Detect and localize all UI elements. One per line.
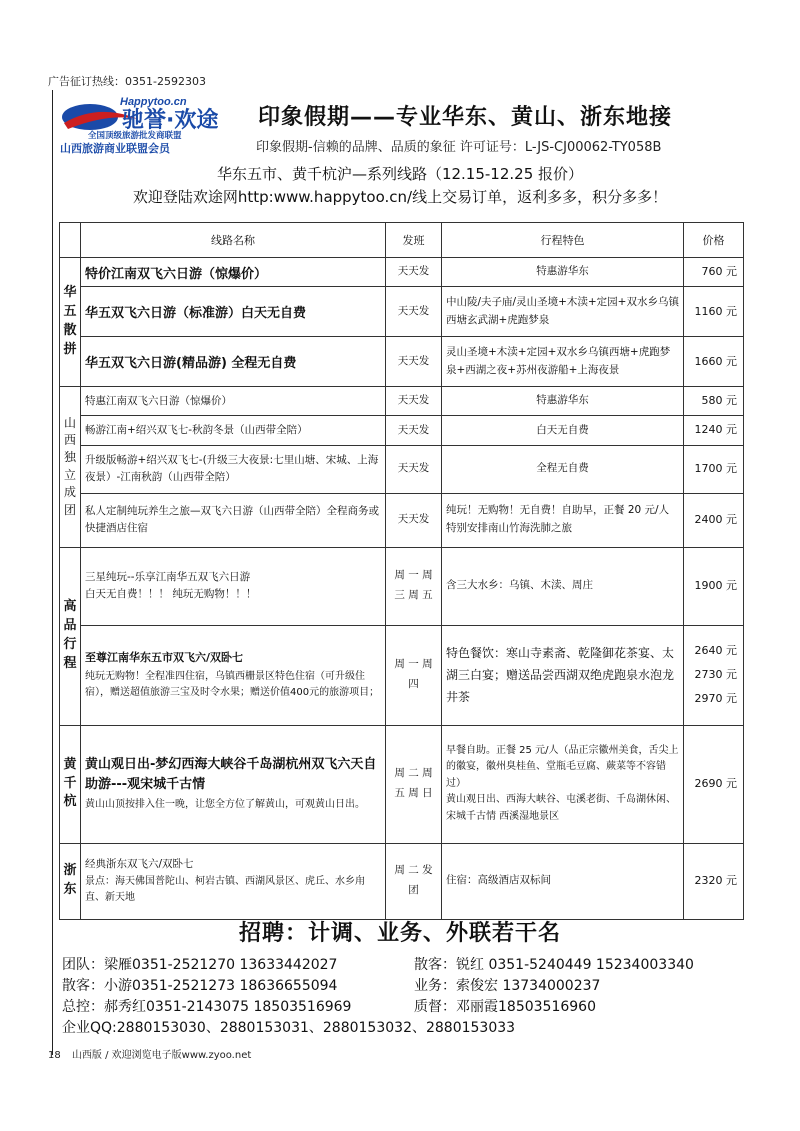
logo-en: Happytoo.cn (120, 96, 187, 108)
group-label: 山西独立成团 (60, 387, 81, 547)
price: 2730 元 (694, 667, 737, 681)
features: 白天无自费 (442, 416, 684, 445)
header-group-cell (60, 223, 81, 258)
route-name: 华五双飞六日游(精品游) 全程无自费 (81, 337, 386, 387)
features: 灵山圣境+木渎+定园+双水乡乌镇西塘+虎跑梦泉+西湖之夜+苏州夜游船+上海夜景 (442, 337, 684, 387)
route-memo: 纯玩无购物！全程准四住宿，乌镇西栅景区特色住宿（可升级住宿），赠送超值旅游三宝及时令水果；赠送价值400元的旅游项目； (85, 670, 380, 698)
contact-left: 团队：梁雁0351-2521270 13633442027 (62, 957, 338, 973)
features-text: 早餐自助。正餐 25 元/人（品正宗徽州美食，舌尖上的徽宴，徽州臭桂鱼、堂瓶毛豆腐、蕨菜等不容错过） (446, 744, 679, 789)
features: 特色餐饮：寒山寺素斋、乾隆御花茶宴、太湖三白宴；赠送品尝西湖双绝虎跑泉水泡龙井茶 (442, 625, 684, 725)
table-row (60, 258, 744, 287)
price: 1240 元 (684, 416, 744, 445)
route-memo: 白天无自费！！！ 纯玩无购物！！！ (85, 588, 257, 601)
table-row (60, 843, 744, 919)
table-row (60, 725, 744, 843)
departure: 天天发 (386, 445, 442, 493)
departure: 周 二 周 五 周 日 (386, 725, 442, 843)
contact-row (62, 997, 596, 1018)
group-label: 浙东 (60, 843, 81, 919)
route-name: 升级版畅游+绍兴双飞七-(升级三大夜景:七里山塘、宋城、上海夜景）-江南秋韵（山西带全陪） (81, 445, 386, 493)
brand-logo (58, 93, 246, 155)
route-name: 特惠江南双飞六日游（惊爆价） (81, 387, 386, 416)
features: 住宿：高级酒店双标间 (442, 843, 684, 919)
features-text: 黄山观日出、西海大峡谷、屯溪老街、千岛湖休闲、宋城千古情 西溪湿地景区 (446, 794, 676, 822)
route-memo: 景点：海天佛国普陀山、柯岩古镇、西湖风景区、虎丘、水乡甪直、新天地 (85, 876, 365, 904)
intro-line-2: 欢迎登陆欢途网http:www.happytoo.cn/线上交易订单，返利多多，积分多多！ (132, 188, 668, 206)
price: 760 元 (684, 258, 744, 287)
contact-left: 散客：小游0351-2521273 18636655094 (62, 978, 338, 994)
ad-hotline: 广告征订热线：0351-2592303 (48, 75, 206, 88)
contact-left: 总控：郝秀红0351-2143075 18503516969 (62, 999, 352, 1015)
contact-left: 企业QQ:2880153030、2880153031、2880153032、2880153033 (62, 1020, 516, 1036)
col-header-price: 价格 (684, 223, 744, 258)
route-name: 特价江南双飞六日游（惊爆价） (81, 258, 386, 287)
header-title: 印象假期——专业华东、黄山、浙东地接 (258, 105, 673, 130)
departure: 天天发 (386, 337, 442, 387)
page-number: 18 (48, 1050, 61, 1061)
route-name: 三星纯玩--乐享江南华五双飞六日游 (85, 571, 251, 584)
route-name: 畅游江南+绍兴双飞七-秋韵冬景（山西带全陪） (81, 416, 386, 445)
contact-row (62, 955, 694, 976)
route-memo: 黄山山顶按排入住一晚，让您全方位了解黄山，可观黄山日出。 (85, 799, 365, 811)
features: 全程无自费 (442, 445, 684, 493)
features (442, 725, 684, 843)
price: 2690 元 (684, 725, 744, 843)
price: 1700 元 (684, 445, 744, 493)
logo-member: 山西旅游商业联盟会员 (60, 142, 170, 155)
table-row (60, 625, 744, 725)
contact-right: 散客：锐红 0351-5240449 15234003340 (414, 957, 694, 973)
route-name: 华五双飞六日游（标准游）白天无自费 (81, 287, 386, 337)
price-cell (684, 625, 744, 725)
contact-right: 质督：邓丽霞18503516960 (414, 999, 596, 1015)
price: 2970 元 (694, 692, 737, 706)
route-cell (81, 547, 386, 625)
group-label: 高品行程 (60, 547, 81, 725)
table-row (60, 387, 744, 416)
route-name: 至尊江南华东五市双飞六/双卧七 (85, 651, 244, 665)
col-header-features: 行程特色 (442, 223, 684, 258)
price: 2320 元 (684, 843, 744, 919)
table-header-row (60, 223, 744, 258)
contact-row (62, 976, 601, 997)
logo-cn: 驰誉·欢途 (122, 108, 219, 133)
contact-right: 业务：索俊宏 13734000237 (414, 978, 601, 994)
table-row (60, 337, 744, 387)
price: 1160 元 (684, 287, 744, 337)
page-margin-line (52, 90, 53, 1055)
header-subtitle: 印象假期-信赖的品牌、品质的象征 许可证号：L-JS-CJ00062-TY058B (256, 140, 662, 155)
departure: 周 一 周 三 周 五 (386, 547, 442, 625)
departure: 周 二 发 团 (386, 843, 442, 919)
departure: 天天发 (386, 287, 442, 337)
features: 特惠游华东 (442, 258, 684, 287)
price: 2640 元 (694, 643, 737, 657)
route-name: 私人定制纯玩养生之旅—双飞六日游（山西带全陪）全程商务或快捷酒店住宿 (81, 493, 386, 547)
intro-line-1: 华东五市、黄千杭沪—系列线路（12.15-12.25 报价） (216, 165, 584, 183)
route-name: 黄山观日出-梦幻西海大峡谷千岛湖杭州双飞六天自助游---观宋城千古情 (85, 756, 377, 793)
table-row (60, 287, 744, 337)
col-header-route: 线路名称 (81, 223, 386, 258)
recruit-banner: 招聘：计调、业务、外联若干名 (238, 921, 561, 946)
features: 含三大水乡：乌镇、木渎、周庄 (442, 547, 684, 625)
group-label: 黄千杭 (60, 725, 81, 843)
table-row (60, 416, 744, 445)
table-row (60, 547, 744, 625)
departure: 天天发 (386, 258, 442, 287)
features: 特惠游华东 (442, 387, 684, 416)
price: 2400 元 (684, 493, 744, 547)
col-header-departure: 发班 (386, 223, 442, 258)
departure: 天天发 (386, 416, 442, 445)
footer-text: 山西版 / 欢迎浏览电子版www.zyoo.net (71, 1050, 252, 1061)
price: 580 元 (684, 387, 744, 416)
contacts-block (62, 955, 694, 1039)
departure: 周 一 周 四 (386, 625, 442, 725)
features: 中山陵/夫子庙/灵山圣境+木渎+定园+双水乡乌镇西塘玄武湖+虎跑梦泉 (442, 287, 684, 337)
route-cell (81, 625, 386, 725)
route-cell (81, 843, 386, 919)
price: 1660 元 (684, 337, 744, 387)
table-row (60, 445, 744, 493)
table-row (60, 493, 744, 547)
route-name: 经典浙东双飞六/双卧七 (85, 857, 194, 870)
logo-alliance: 全国顶级旅游批发商联盟 (88, 131, 182, 141)
departure: 天天发 (386, 387, 442, 416)
page-footer (48, 1046, 251, 1061)
departure: 天天发 (386, 493, 442, 547)
route-cell (81, 725, 386, 843)
contact-row (62, 1018, 515, 1039)
features: 纯玩！无购物！无自费！自助早，正餐 20 元/人特别安排南山竹海洗肺之旅 (442, 493, 684, 547)
price: 1900 元 (684, 547, 744, 625)
group-label: 华五散拼 (60, 258, 81, 387)
routes-table (59, 222, 744, 920)
